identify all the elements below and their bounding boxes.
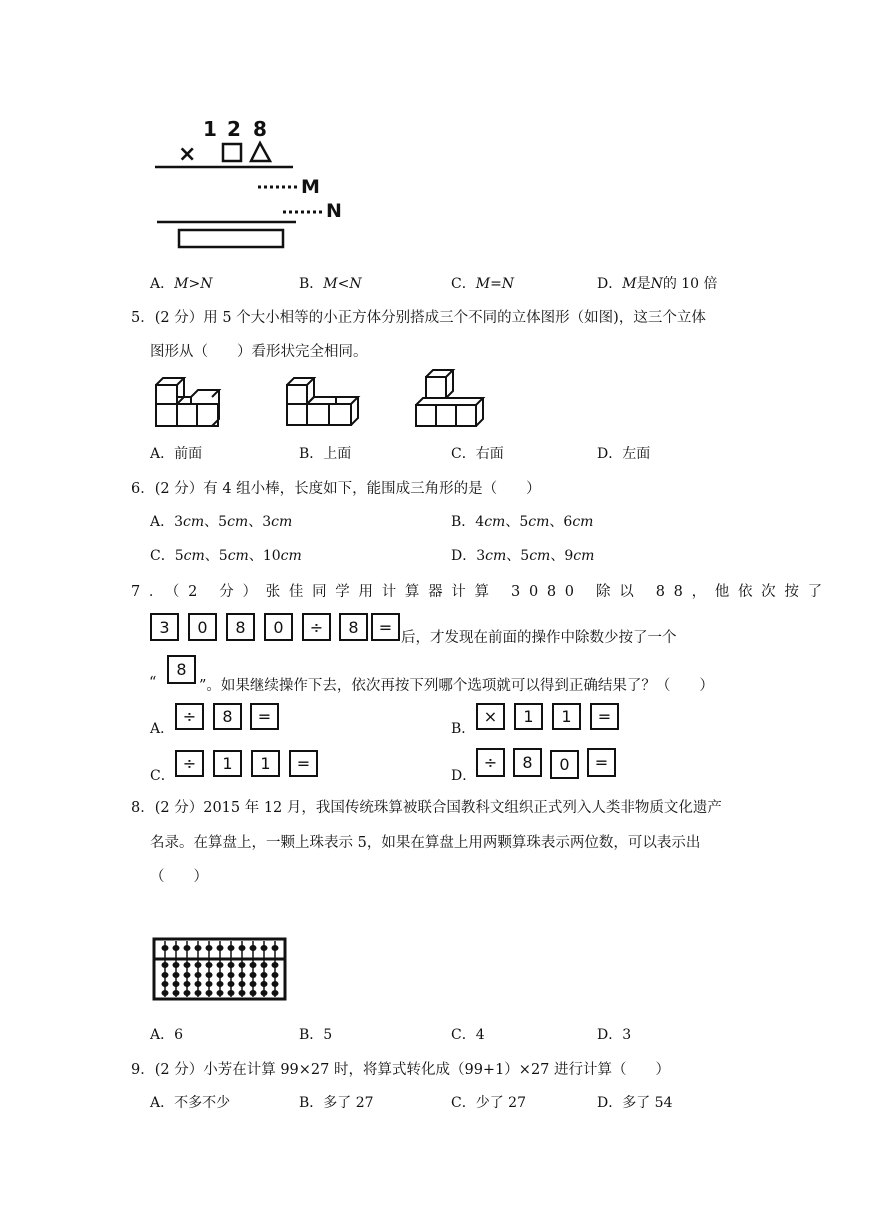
abacus-bead [217,962,224,968]
length-value: 3 [262,514,272,530]
multiplicand-digit: 8 [253,117,267,141]
option-c[interactable]: C．少了 27 [451,1095,526,1111]
option-c[interactable]: C． [150,768,175,784]
calculator-key: = [590,703,619,730]
option-label: C． [150,548,175,564]
variable-m: M [323,276,338,292]
unit: cm [183,548,205,564]
variable-n: N [650,276,663,292]
separator: 、 [506,548,521,564]
abacus-bead [184,981,191,987]
unit: cm [485,548,507,564]
multiplicand-digit: 1 [203,117,217,141]
operator: > [188,276,201,292]
variable-m: M [475,276,491,292]
length-value: 5 [520,548,530,564]
label-m: M [301,176,320,198]
variable-n: N [200,276,213,292]
abacus-bead [261,981,268,987]
option-label: D． [597,276,623,292]
abacus-bead [195,972,202,978]
abacus-bead [272,972,279,978]
calculator-key: = [587,748,616,777]
option-d[interactable]: D．左面 [597,446,651,462]
option-label: A． [150,276,175,292]
option-d[interactable]: D．3 [597,1027,632,1043]
abacus-bead [261,945,268,951]
length-value: 10 [262,548,281,564]
abacus-bead [173,962,180,968]
option-a[interactable]: A． [150,721,175,737]
unit: cm [529,548,551,564]
abacus-bead [206,972,213,978]
abacus-bead [228,981,235,987]
calculator-key: 0 [550,750,579,779]
unit: cm [183,514,205,530]
length-value: 3 [476,548,486,564]
abacus-bead [206,990,213,996]
calculator-key: 8 [167,655,196,684]
length-value: 5 [218,514,228,530]
abacus-bead [162,990,169,996]
question-6-line-1: 6．(2 分）有 4 组小棒，长度如下，能围成三角形的是（ ） [131,481,541,497]
separator: 、 [204,514,219,530]
abacus-bead [184,962,191,968]
abacus-bead [272,945,279,951]
abacus-bead [173,990,180,996]
abacus-bead [239,972,246,978]
abacus-bead [162,945,169,951]
calculator-key: 1 [514,703,543,730]
abacus-bead [228,990,235,996]
calculator-key: ÷ [302,613,331,641]
abacus-bead [250,990,257,996]
times-sign: × [178,142,197,167]
option-c[interactable]: C．右面 [451,446,504,462]
abacus-bead [195,981,202,987]
calculator-key: = [250,703,279,730]
unit: cm [280,548,302,564]
abacus-bead [195,945,202,951]
length-value: 5 [519,514,529,530]
abacus-bead [162,972,169,978]
calculator-key: 1 [251,750,280,777]
length-value: 5 [218,548,228,564]
multiplicand-digit: 2 [227,117,241,141]
variable-n: N [501,276,515,292]
calculator-key: 8 [513,748,542,777]
option-label: B． [451,514,476,530]
option-a[interactable]: A．不多不少 [150,1095,231,1111]
question-7-line-1: 7．（2 分）张佳同学用计算器计算 3080 除以 88，他依次按了 [131,584,831,600]
length-value: 6 [563,514,573,530]
option-label: C． [451,276,476,292]
calculator-key: 0 [188,613,217,641]
option-c[interactable]: C．4 [451,1027,485,1043]
question-5-line-2: 图形从（ ）看形状完全相同。 [150,344,368,360]
separator: 、 [549,514,564,530]
abacus-bead [261,990,268,996]
calculator-key: × [476,703,505,730]
separator: 、 [204,548,219,564]
abacus-bead [261,972,268,978]
question-8-line-2: 名录。在算盘上，一颗上珠表示 5，如果在算盘上用两颗算珠表示两位数，可以表示出 [150,835,701,851]
abacus-bead [272,990,279,996]
option-d[interactable]: D．多了 54 [597,1095,673,1111]
length-value: 4 [475,514,485,530]
unit: cm [528,514,550,530]
unit: cm [572,514,594,530]
abacus-bead [228,945,235,951]
option-d[interactable]: D． [451,768,477,784]
abacus-bead [239,945,246,951]
abacus-bead [250,962,257,968]
option-b[interactable]: B．多了 27 [299,1095,374,1111]
open-quote: “ [149,675,157,691]
calculator-key: 8 [213,703,242,730]
calculator-key: 1 [552,703,581,730]
separator: 、 [248,548,263,564]
calculator-key: = [371,613,400,641]
abacus-bead [250,981,257,987]
abacus-bead [272,962,279,968]
abacus-bead [250,972,257,978]
option-b[interactable]: B．5 [299,1027,333,1043]
label-n: N [326,200,342,222]
abacus-bead [206,945,213,951]
abacus-bead [250,945,257,951]
unit: cm [227,514,249,530]
separator: 、 [505,514,520,530]
abacus-bead [239,962,246,968]
operator: < [337,276,350,292]
abacus-bead [206,962,213,968]
question-8-line-3: （ ） [150,869,208,885]
abacus-bead [272,981,279,987]
abacus-bead [195,990,202,996]
length-value: 5 [174,548,184,564]
abacus-bead [173,945,180,951]
calculator-key: ÷ [476,748,505,777]
calculator-key: 3 [150,613,179,641]
operator: = [490,276,502,292]
variable-m: M [174,276,189,292]
question-5-line-1: 5．(2 分）用 5 个大小相等的小正方体分别搭成三个不同的立体图形（如图)，这三个立体 [131,310,706,326]
option-text: 是 [636,276,651,292]
option-b[interactable]: B． [451,721,476,737]
variable-n: N [349,276,362,292]
abacus-bead [162,981,169,987]
option-b[interactable]: B．上面 [299,446,352,462]
abacus-bead [162,962,169,968]
abacus-bead [228,972,235,978]
abacus-bead [206,981,213,987]
abacus-bead [217,972,224,978]
abacus-bead [261,962,268,968]
abacus-bead [228,962,235,968]
question-7-line-3: ”。如果继续操作下去，依次再按下列哪个选项就可以得到正确结果了？（ ） [199,678,714,694]
abacus-bead [239,990,246,996]
option-text: 的 10 倍 [662,276,718,292]
length-value: 3 [174,514,184,530]
abacus-bead [184,945,191,951]
calculator-key: = [289,750,318,777]
calculator-key: ÷ [175,750,204,777]
abacus-bead [217,981,224,987]
calculator-key: ÷ [175,703,204,730]
option-label: A． [150,514,175,530]
option-a[interactable]: A．6 [150,1027,184,1043]
abacus-bead [217,990,224,996]
calculator-key: 1 [213,750,242,777]
question-7-line-2: 后，才发现在前面的操作中除数少按了一个 [401,630,677,646]
abacus-bead [239,981,246,987]
abacus-bead [217,945,224,951]
abacus-bead [184,972,191,978]
unit: cm [484,514,506,530]
variable-m: M [622,276,637,292]
separator: 、 [550,548,565,564]
calculator-key: 8 [339,613,368,641]
option-label: B． [299,276,324,292]
question-8-line-1: 8．(2 分）2015 年 12 月，我国传统珠算被联合国教科文组织正式列入人类非物质文化遗产 [131,800,722,816]
option-a[interactable]: A．前面 [150,446,203,462]
abacus-bead [173,972,180,978]
length-value: 9 [564,548,574,564]
unit: cm [573,548,595,564]
separator: 、 [248,514,263,530]
calculator-key: 0 [264,613,293,641]
unit: cm [227,548,249,564]
abacus-bead [195,962,202,968]
abacus-bead [184,990,191,996]
option-label: D． [451,548,477,564]
question-9-line-1: 9．(2 分）小芳在计算 99×27 时，将算式转化成（99+1）×27 进行计算（ ） [131,1062,671,1078]
abacus-bead [173,981,180,987]
unit: cm [271,514,293,530]
calculator-key: 8 [226,613,255,641]
